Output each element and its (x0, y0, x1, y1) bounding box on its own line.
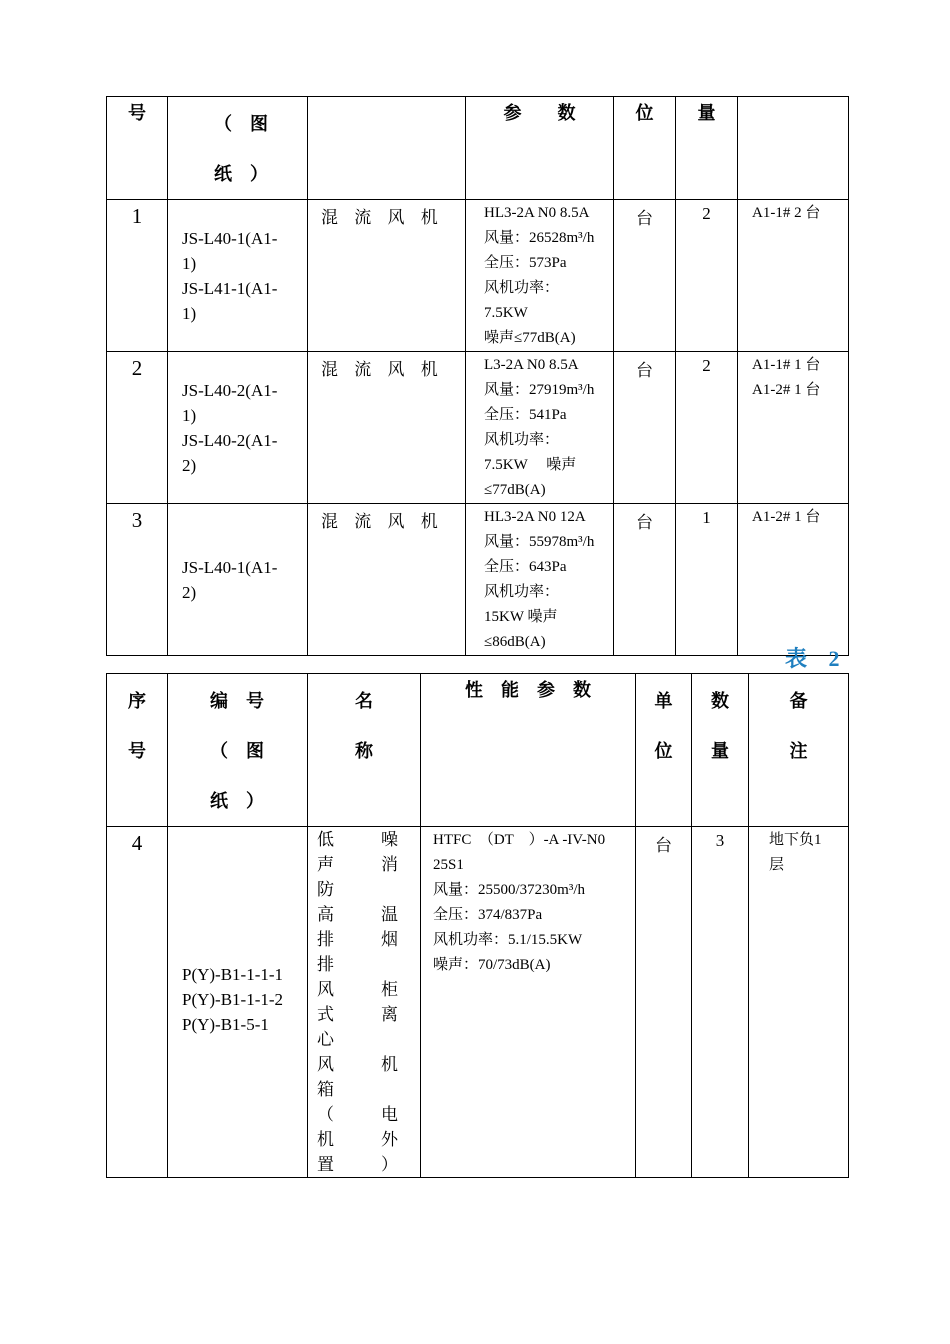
param-line: 噪声≤77dB(A) (484, 330, 576, 346)
param-line: HL3-2A N0 12A (484, 509, 586, 525)
name-glyph: 排 (317, 930, 334, 949)
row-name: 混 流 风 机 (308, 200, 466, 352)
remark-line: 层 (769, 857, 785, 873)
header-code-line: （ 图 (210, 741, 264, 761)
name-glyph: 柜 (381, 980, 398, 999)
row-unit: 台 (614, 352, 676, 504)
table-row (107, 827, 849, 1178)
remark-line: 地下负1 (769, 832, 822, 848)
code-line: P(Y)-B1-5-1 (182, 1015, 269, 1034)
row-no: 1 (107, 200, 168, 352)
row-remark (738, 504, 849, 656)
row-unit: 台 (614, 504, 676, 656)
header-qty: 量 (676, 97, 738, 200)
name-glyph: 低 (317, 830, 334, 849)
row-unit: 台 (636, 827, 692, 1178)
name-glyph: 离 (381, 1005, 398, 1024)
name-glyph: 消 (381, 855, 398, 874)
header-code-line: 纸 ） (210, 791, 264, 811)
param-line: HTFC （DT ）-A -IV-N0 (433, 832, 606, 848)
code-line: JS-L40-1(A1- (182, 229, 278, 248)
row-qty: 3 (692, 827, 749, 1178)
param-line: ≤86dB(A) (484, 634, 546, 650)
row-no: 2 (107, 352, 168, 504)
equipment-table-2 (106, 673, 849, 1178)
remark-line: A1-1# 1 台 (752, 357, 821, 373)
name-line (317, 1052, 398, 1077)
code-line: P(Y)-B1-1-1-1 (182, 965, 284, 984)
name-line (317, 1077, 398, 1102)
header-name-line: 称 (355, 741, 373, 761)
param-line: 25S1 (433, 857, 464, 873)
name-glyph: 机 (317, 1130, 334, 1149)
param-line: 噪声：70/73dB(A) (433, 957, 551, 973)
name-line (317, 877, 398, 902)
name-line (317, 852, 398, 877)
header-no-line: 号 (128, 741, 146, 761)
name-line (317, 927, 398, 952)
name-glyph: 心 (317, 1030, 334, 1049)
row-codes (168, 352, 308, 504)
table-row (107, 200, 849, 352)
param-line: 全压：541Pa (484, 407, 567, 423)
code-line: P(Y)-B1-1-1-2 (182, 990, 284, 1009)
remark-line: A1-2# 1 台 (752, 509, 821, 525)
table-caption: 表 2 (785, 646, 848, 671)
equipment-table-1 (106, 96, 849, 656)
header-qty-line: 量 (711, 741, 729, 761)
name-glyph: （ (317, 1105, 334, 1124)
header-remark (738, 97, 849, 200)
param-line: L3-2A N0 8.5A (484, 357, 579, 373)
param-line: 风量：25500/37230m³/h (433, 882, 585, 898)
header-remark-line: 注 (789, 741, 808, 761)
header-code (168, 97, 308, 200)
header-no-line: 序 (128, 691, 146, 711)
header-no (107, 674, 168, 827)
row-no: 3 (107, 504, 168, 656)
header-code-line: 纸 ） (214, 164, 268, 184)
header-remark-line: 备 (789, 691, 808, 711)
code-line: 1) (182, 304, 197, 323)
name-glyph: 外 (381, 1130, 398, 1149)
name-line (317, 1027, 398, 1052)
name-line (317, 1127, 398, 1152)
row-params (466, 352, 614, 504)
header-remark (749, 674, 849, 827)
name-glyph: 高 (317, 905, 334, 924)
header-no: 号 (107, 97, 168, 200)
header-params: 参 数 (466, 97, 614, 200)
row-name (308, 827, 421, 1178)
code-line: JS-L40-2(A1- (182, 381, 278, 400)
name-glyph: ） (381, 1155, 398, 1174)
row-qty: 2 (676, 200, 738, 352)
name-line (317, 1102, 398, 1127)
name-line (317, 827, 398, 852)
header-name (308, 97, 466, 200)
name-glyph: 风 (317, 1055, 334, 1074)
code-line: JS-L40-2(A1- (182, 431, 278, 450)
param-line: 风机功率： (484, 280, 560, 296)
row-unit: 台 (614, 200, 676, 352)
row-codes (168, 504, 308, 656)
header-name (308, 674, 421, 827)
header-code (168, 674, 308, 827)
param-line: 风机功率：5.1/15.5KW (433, 932, 583, 948)
row-name: 混 流 风 机 (308, 352, 466, 504)
table2-header-row (107, 674, 849, 827)
name-glyph: 式 (317, 1005, 334, 1024)
param-line: HL3-2A N0 8.5A (484, 205, 590, 221)
name-glyph: 置 (317, 1155, 334, 1174)
name-glyph: 噪 (381, 830, 398, 849)
remark-line: A1-1# 2 台 (752, 205, 821, 221)
header-name-line: 名 (355, 691, 373, 711)
param-line: 全压：573Pa (484, 255, 567, 271)
row-remark (738, 200, 849, 352)
param-line: 全压：643Pa (484, 559, 567, 575)
name-glyph: 箱 (317, 1080, 334, 1099)
param-line: ≤77dB(A) (484, 482, 546, 498)
row-remark (738, 352, 849, 504)
name-glyph: 声 (317, 855, 334, 874)
param-line: 7.5KW (484, 305, 528, 321)
code-line: 2) (182, 456, 197, 475)
row-qty: 1 (676, 504, 738, 656)
param-line: 全压：374/837Pa (433, 907, 543, 923)
row-qty: 2 (676, 352, 738, 504)
name-line (317, 1152, 398, 1177)
header-unit-line: 位 (654, 741, 673, 761)
name-line (317, 977, 398, 1002)
param-line: 风机功率： (484, 584, 560, 600)
name-line (317, 1002, 398, 1027)
header-unit-line: 单 (654, 691, 673, 711)
name-glyph: 排 (317, 955, 334, 974)
code-line: 1) (182, 254, 197, 273)
row-codes (168, 200, 308, 352)
param-line: 15KW 噪声 (484, 609, 558, 625)
param-line: 风量：26528m³/h (484, 230, 595, 246)
name-glyph: 电 (381, 1105, 398, 1124)
code-line: 1) (182, 406, 197, 425)
name-glyph: 烟 (381, 930, 398, 949)
name-glyph: 风 (317, 980, 334, 999)
code-line: 2) (182, 583, 197, 602)
row-params (421, 827, 636, 1178)
name-glyph: 机 (381, 1055, 398, 1074)
name-glyph: 防 (317, 880, 334, 899)
header-unit (636, 674, 692, 827)
name-glyph: 温 (381, 905, 398, 924)
name-lines (308, 827, 420, 1177)
table-row (107, 352, 849, 504)
table1-header-row (107, 97, 849, 200)
param-line: 风量：27919m³/h (484, 382, 595, 398)
row-name: 混 流 风 机 (308, 504, 466, 656)
name-line (317, 952, 398, 977)
param-line: 风机功率： (484, 432, 560, 448)
header-code-line: （ 图 (214, 114, 268, 134)
param-line: 风量：55978m³/h (484, 534, 595, 550)
header-code-line: 编 号 (210, 691, 264, 711)
row-remark (749, 827, 849, 1178)
header-qty (692, 674, 749, 827)
row-codes (168, 827, 308, 1178)
table-row (107, 504, 849, 656)
name-line (317, 902, 398, 927)
row-params (466, 504, 614, 656)
code-line: JS-L41-1(A1- (182, 279, 278, 298)
param-line: 7.5KW 噪声 (484, 457, 577, 473)
row-params (466, 200, 614, 352)
header-params: 性 能 参 数 (421, 674, 636, 827)
header-unit: 位 (614, 97, 676, 200)
row-no: 4 (107, 827, 168, 1178)
code-line: JS-L40-1(A1- (182, 558, 278, 577)
header-qty-line: 数 (711, 691, 729, 711)
remark-line: A1-2# 1 台 (752, 382, 821, 398)
